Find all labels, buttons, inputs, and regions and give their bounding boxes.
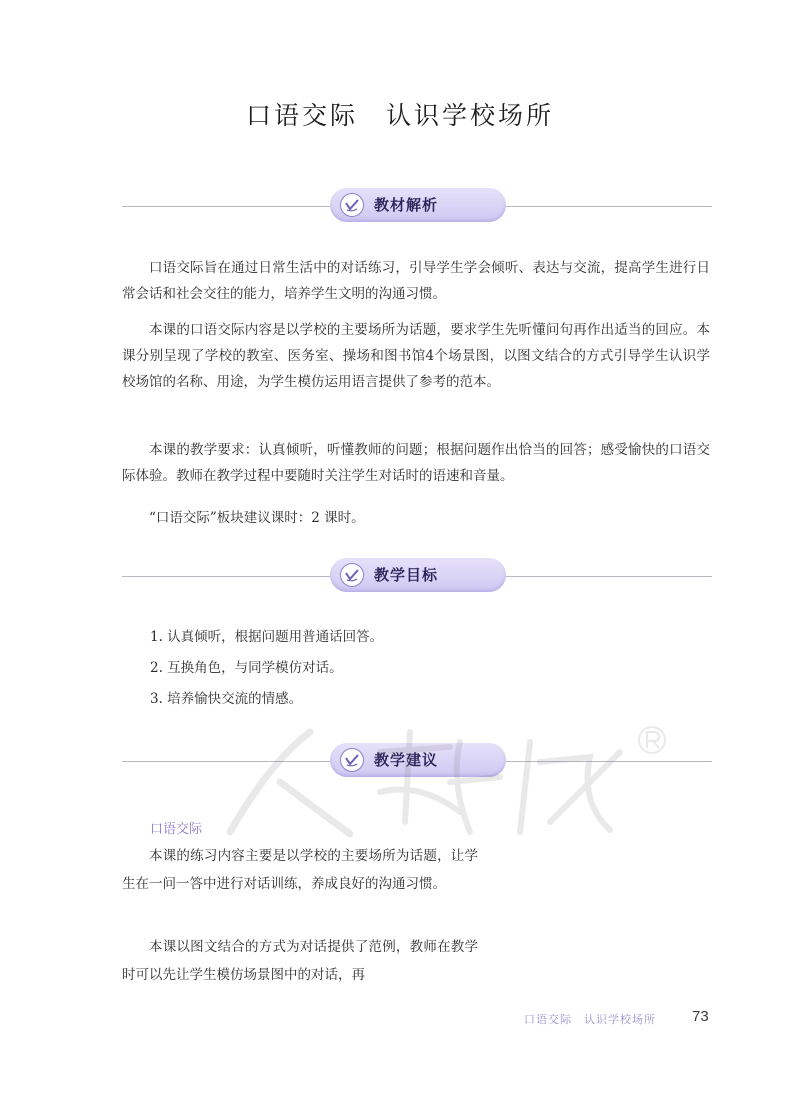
goal-item: 2. 互换角色，与同学模仿对话。 (150, 660, 343, 676)
footer-section-name: 口语交际 认识学校场所 (524, 1013, 656, 1026)
section-pill (330, 558, 506, 592)
paragraph: 本课以图文结合的方式为对话提供了范例，教师在教学时可以先让学生模仿场景图中的对话，再 (122, 939, 478, 983)
paragraph: “口语交际”板块建议课时：2 课时。 (149, 510, 365, 526)
check-emblem-icon (340, 563, 364, 587)
paragraph: 本课的练习内容主要是以学校的主要场所为话题，让学生在一问一答中进行对话训练，养成良好的沟通习惯。 (122, 848, 478, 892)
section-heading: 教材解析 (374, 196, 439, 214)
paragraph: 本课的口语交际内容是以学校的主要场所为话题，要求学生先听懂问句再作出适当的回应。本课分别呈现了学校的教室、医务室、操场和图书馆4个场景图，以图文结合的方式引导学生认识学校场馆的名称、用途，为学生模仿运用语言提供了参考的范本。 (122, 322, 710, 390)
paragraph: 本课的教学要求：认真倾听，听懂教师的问题；根据问题作出恰当的回答；感受愉快的口语交际体验。教师在教学过程中要随时关注学生对话时的语速和音量。 (122, 442, 710, 484)
publisher-watermark (210, 722, 670, 842)
goal-item: 1. 认真倾听，根据问题用普通话回答。 (150, 629, 384, 645)
section-pill (330, 188, 506, 222)
check-emblem-icon (340, 193, 364, 217)
section-header-goals (122, 556, 712, 596)
paragraph: 口语交际旨在通过日常生活中的对话练习，引导学生学会倾听、表达与交流，提高学生进行日常会话和社会交往的能力，培养学生文明的沟通习惯。 (122, 260, 710, 302)
section-heading: 教学建议 (374, 751, 439, 769)
goal-item: 3. 培养愉快交流的情感。 (150, 691, 303, 707)
page-number: 73 (692, 1008, 709, 1025)
section-heading: 教学目标 (374, 566, 439, 584)
sub-heading: 口语交际 (150, 822, 203, 837)
section-header-analysis (122, 186, 712, 226)
page-title: 口语交际 认识学校场所 (245, 101, 554, 130)
